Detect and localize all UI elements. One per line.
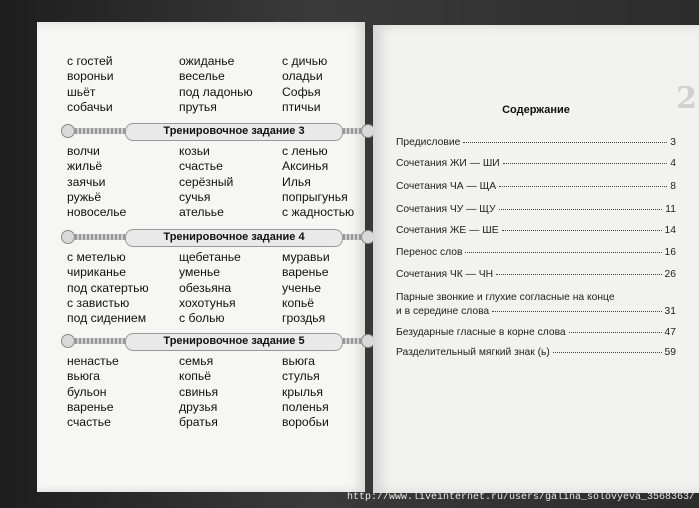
word: крылья [282, 384, 323, 399]
toc-title: Содержание [502, 104, 570, 116]
toc-entry[interactable] [396, 269, 676, 280]
task-banner [67, 123, 369, 139]
dot-leader [553, 352, 662, 353]
toc-entry-page: 3 [670, 137, 676, 148]
word: серёзный [179, 174, 234, 189]
word: козьи [179, 144, 210, 158]
word: с дичью [282, 54, 328, 68]
word: новоселье [67, 205, 127, 220]
toc-entry-page: 47 [664, 327, 676, 338]
word: под скатертью [67, 280, 149, 295]
word: собачьи [67, 99, 113, 114]
left-page [37, 22, 365, 492]
word: семья [179, 354, 214, 368]
word: жильё [67, 159, 103, 174]
word: братья [179, 415, 218, 430]
word: ненастье [67, 354, 119, 368]
dot-leader [499, 186, 667, 187]
word: воробьи [282, 415, 329, 430]
word: хохотунья [179, 295, 236, 310]
word-column [282, 54, 327, 115]
word: с жадностью [282, 205, 355, 220]
word: уменье [179, 265, 220, 280]
toc-entry-text: Сочетания ЧК — ЧН [396, 269, 494, 280]
word: заячьи [67, 174, 106, 189]
word: Софья [282, 84, 321, 99]
word: шьёт [67, 84, 96, 99]
word-column [67, 354, 119, 430]
toc-entry-text: Сочетания ЧА — ЩА [396, 181, 497, 192]
word: счастье [67, 415, 111, 430]
toc-entry[interactable] [396, 347, 676, 358]
toc-entry-text: Сочетания ЧУ — ЩУ [396, 204, 496, 215]
word: с метелью [67, 250, 126, 264]
word: вороньи [67, 69, 114, 84]
toc-entry-page: 11 [665, 204, 676, 215]
word: ательье [179, 205, 224, 220]
word: варенье [282, 265, 329, 280]
word: обезьяна [179, 280, 232, 295]
word: муравьи [282, 250, 330, 264]
word-column [179, 250, 241, 326]
task-title: Тренировочное задание 4 [125, 229, 343, 247]
word: сучья [179, 189, 211, 204]
right-page [373, 25, 699, 493]
toc-entry-text: и в середине слова [396, 305, 490, 317]
word: чириканье [67, 265, 126, 280]
dot-leader [569, 332, 662, 333]
word: ученье [282, 280, 322, 295]
word: друзья [179, 399, 218, 414]
toc-entry-page: 14 [664, 225, 676, 236]
word: копьё [179, 369, 211, 384]
word: вьюга [67, 369, 100, 384]
word-column [282, 250, 330, 326]
source-url-watermark: http://www.liveinternet.ru/users/galina_solovyeva_3568363/ [346, 492, 695, 503]
word: под ладонью [179, 84, 253, 99]
toc-entry-page: 26 [664, 269, 676, 280]
word: Илья [282, 174, 311, 189]
task-banner [67, 333, 369, 349]
word: ожиданье [179, 54, 235, 68]
toc-entry-page: 8 [670, 181, 676, 192]
word: с болью [179, 311, 225, 326]
word: под сидением [67, 311, 147, 326]
word-column [67, 250, 149, 326]
word: щебетанье [179, 250, 241, 264]
word-column [179, 354, 218, 430]
word: прутья [179, 99, 217, 114]
toc-entry-text: Сочетания ЖЕ — ШЕ [396, 225, 499, 236]
word: копьё [282, 295, 314, 310]
dot-leader [503, 163, 668, 164]
word: свинья [179, 384, 219, 399]
dot-leader [499, 209, 663, 210]
banner-cap-icon [61, 334, 75, 348]
word-column [179, 54, 253, 115]
word: варенье [67, 399, 114, 414]
word: ружьё [67, 189, 102, 204]
word: поленья [282, 399, 329, 414]
toc-entry-text: Предисловие [396, 137, 461, 148]
toc-entry[interactable] [396, 225, 676, 236]
toc-entry-text: Разделительный мягкий знак (ь) [396, 347, 550, 358]
word-column [67, 54, 114, 115]
dot-leader [502, 230, 662, 231]
toc-entry-page: 59 [664, 347, 676, 358]
toc-entry-text: Сочетания ЖИ — ШИ [396, 158, 500, 169]
word: веселье [179, 69, 225, 84]
word: птичьи [282, 99, 321, 114]
toc-entry[interactable] [396, 247, 676, 258]
toc-entry-text: Перенос слов [396, 247, 463, 258]
word: вьюга [282, 354, 315, 368]
toc-entry[interactable] [396, 137, 676, 148]
word-column [282, 144, 354, 220]
task-title: Тренировочное задание 5 [125, 333, 343, 351]
page-number: 2 [676, 81, 697, 116]
toc-entry-line [396, 305, 676, 319]
toc-entry-text: Парные звонкие и глухие согласные на конце [396, 292, 615, 303]
dot-leader [463, 142, 667, 143]
dot-leader [496, 274, 661, 275]
word-column [282, 354, 329, 430]
word: бульон [67, 384, 107, 399]
task-title: Тренировочное задание 3 [125, 123, 343, 141]
word-column [67, 144, 126, 220]
toc-entry-page: 31 [664, 305, 676, 317]
toc-entry-text: Безударные гласные в корне слова [396, 327, 566, 338]
word: волчи [67, 144, 100, 158]
toc-entry-page: 4 [670, 158, 676, 169]
toc-entry[interactable] [396, 181, 676, 192]
dot-leader [465, 252, 661, 253]
task-banner [67, 229, 369, 245]
word: с гостей [67, 54, 113, 68]
word: стулья [282, 369, 320, 384]
dot-leader [492, 311, 661, 312]
word: гроздья [282, 311, 326, 326]
toc-entry[interactable] [396, 158, 676, 169]
banner-cap-icon [61, 230, 75, 244]
word: счастье [179, 159, 223, 174]
word-column [179, 144, 233, 220]
toc-entry[interactable] [396, 327, 676, 338]
word: оладьи [282, 69, 323, 84]
word: Аксинья [282, 159, 329, 174]
toc-entry[interactable] [396, 291, 676, 318]
word: попрыгунья [282, 189, 348, 204]
word: с ленью [282, 144, 328, 158]
toc-entry[interactable] [396, 204, 676, 215]
toc-entry-page: 16 [664, 247, 676, 258]
word: с завистью [67, 295, 130, 310]
banner-cap-icon [61, 124, 75, 138]
